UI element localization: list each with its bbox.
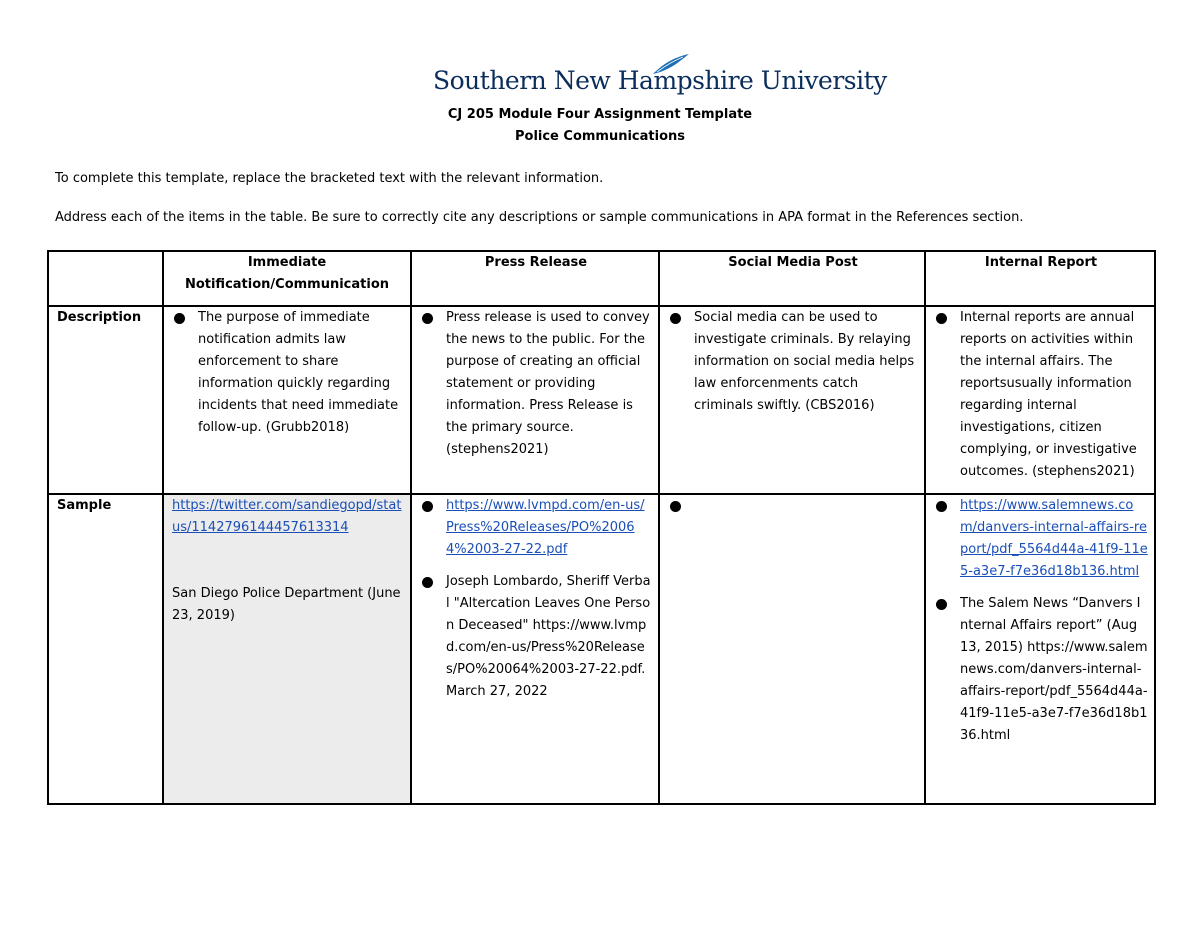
sample-social-cell: [659, 494, 925, 804]
sample-immediate-link[interactable]: https://twitter.com/sandiegopd/status/1142796144457613314: [172, 498, 402, 535]
sample-immediate-cell: [163, 494, 411, 804]
description-press-text: Press release is used to convey the news to the public. For the purpose of creating an official statement or providing information. Press Release is the primary source. (stephens2021): [420, 307, 652, 461]
description-internal-text: Internal reports are annual reports on activities within the internal affairs. The reportsusually information regarding internal investigations, citizen complying, or investigative outcomes. (stephens2021): [934, 307, 1148, 483]
row-label-sample: Sample: [48, 494, 163, 804]
quill-icon: [651, 52, 691, 76]
column-header-social-media: Social Media Post: [659, 251, 925, 306]
description-immediate-cell: [163, 306, 411, 494]
sample-social-empty-bullet: [668, 495, 918, 517]
column-header-internal-report: Internal Report: [925, 251, 1155, 306]
logo-text: Southern New Hampshire University: [433, 66, 887, 95]
description-social-cell: [659, 306, 925, 494]
spacer: [172, 539, 404, 583]
table-header-row: [48, 251, 1155, 306]
sample-internal-cell: [925, 494, 1155, 804]
sample-internal-link-item: [934, 495, 1148, 583]
description-row: [48, 306, 1155, 494]
sample-internal-link[interactable]: https://www.salemnews.com/danvers-internal-affairs-report/pdf_5564d44a-41f9-11e5-a3e7-f7e36d18b136.html: [960, 498, 1148, 579]
sample-press-link-item: [420, 495, 652, 561]
sample-immediate-source: San Diego Police Department (June 23, 2019): [172, 586, 401, 623]
row-label-description: Description: [48, 306, 163, 494]
sample-row: [48, 494, 1155, 804]
sample-press-link[interactable]: https://www.lvmpd.com/en-us/Press%20Releases/PO%20064%2003-27-22.pdf: [446, 498, 645, 557]
university-logo: [433, 52, 887, 104]
sample-press-citation: Joseph Lombardo, Sheriff Verbal "Altercation Leaves One Person Deceased" https://www.lvmpd.com/en-us/Press%20Releases/PO%20064%2003-27-22.pdf. March 27, 2022: [420, 571, 652, 703]
description-internal-cell: [925, 306, 1155, 494]
sample-press-cell: [411, 494, 659, 804]
communications-table: [47, 250, 1156, 805]
column-header-immediate: Immediate Notification/Communication: [163, 251, 411, 306]
description-immediate-text: The purpose of immediate notification admits law enforcement to share information quickly regarding incidents that need immediate follow-up. (Grubb2018): [172, 307, 404, 439]
document-title: CJ 205 Module Four Assignment Template: [447, 107, 753, 122]
sample-internal-citation: The Salem News “Danvers Internal Affairs report” (Aug 13, 2015) https://www.salemnews.com/danvers-internal-affairs-report/pdf_5564d44a-41f9-11e5-a3e7-f7e36d18b136.html: [934, 593, 1148, 747]
description-social-text: Social media can be used to investigate criminals. By relaying information on social media helps law enforcenments catch criminals swiftly. (CBS2016): [668, 307, 918, 417]
description-press-cell: [411, 306, 659, 494]
instruction-line-2: Address each of the items in the table. Be sure to correctly cite any descriptions or sample communications in APA format in the References section.: [55, 210, 1024, 225]
document-subtitle: Police Communications: [514, 129, 686, 144]
instruction-line-1: To complete this template, replace the bracketed text with the relevant information.: [55, 171, 604, 186]
column-header-press-release: Press Release: [411, 251, 659, 306]
corner-cell: [48, 251, 163, 306]
